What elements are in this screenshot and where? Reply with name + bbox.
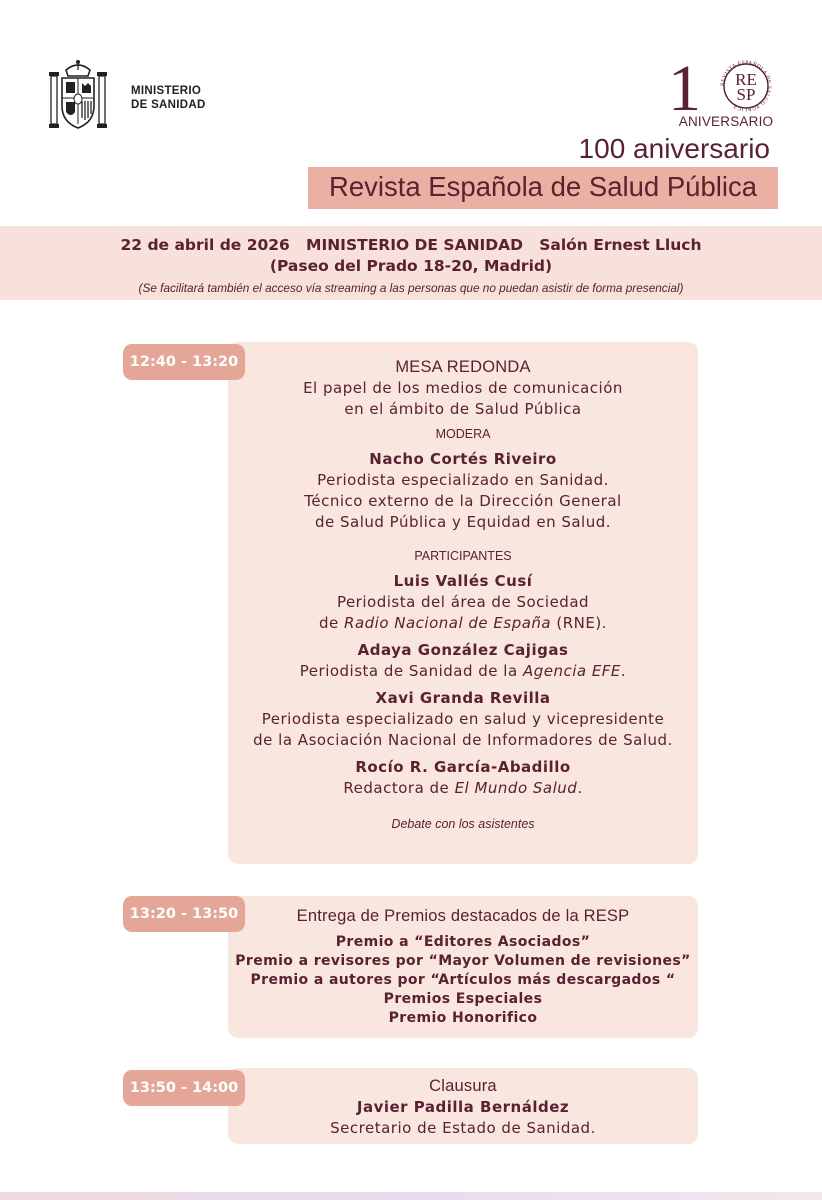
participants-label: PARTICIPANTES [414,549,512,563]
session-time-badge: 13:50 - 14:00 [123,1070,245,1106]
role-text: . [577,779,583,797]
role-text: de [318,614,345,632]
speaker-name: Javier Padilla Bernáldez [356,1098,570,1116]
logo-ring-text: REVISTA ESPAÑOLA DE SALUD PÚBLICA [719,59,773,113]
moderator-role: de Salud Pública y Equidad en Salud. [314,513,612,531]
round-table-content [228,356,698,833]
moderator-role: Técnico externo de la Dirección General [304,492,622,510]
award-item: Premio a “Editores Asociados” [335,934,591,950]
award-item: Premios Especiales [383,991,543,1007]
ministry-name-line-1: MINISTERIO [131,85,202,97]
spain-coat-of-arms-logo [48,58,108,132]
participant-name: Xavi Granda Revilla [375,689,551,707]
organization-name: Radio Nacional de España [344,614,552,632]
session-subtitle: en el ámbito de Salud Pública [344,400,582,418]
participant-role [228,661,698,682]
moderator-role: Periodista especializado en Sanidad. [317,471,609,489]
participant-name: Adaya González Cajigas [357,641,569,659]
closing-content [228,1075,698,1139]
svg-text:1: 1 [668,52,701,125]
role-text: (RNE). [551,614,608,632]
participant-role: de la Asociación Nacional de Informadores de Salud. [253,731,673,749]
role-text: Redactora de [343,779,455,797]
session-heading: Clausura [429,1077,497,1095]
role-text: Periodista de Sanidad de la [299,662,523,680]
session-subtitle: El papel de los medios de comunicación [303,379,623,397]
anniversary-word: ANIVERSARIO [678,114,774,129]
session-time-badge: 13:20 - 13:50 [123,896,245,932]
awards-content [228,905,698,1028]
participant-role [228,613,698,634]
ministry-name-line-2: DE SANIDAD [131,99,206,111]
journal-title: Revista Española de Salud Pública [328,171,758,202]
logo-letters-top: RE [735,70,757,89]
footer-decorative-bar [0,1192,822,1200]
session-time-badge: 12:40 - 13:20 [123,344,245,380]
session-heading: Entrega de Premios destacados de la RESP [296,907,630,925]
speaker-role: Secretario de Estado de Sanidad. [330,1119,596,1137]
ministry-name [131,84,206,112]
event-date-venue: 22 de abril de 2026 MINISTERIO DE SANIDAD Salón Ernest Lluch [120,236,702,254]
organization-name: El Mundo Salud [454,779,578,797]
role-text: . [620,662,627,680]
award-item: Premio Honorifico [388,1010,538,1026]
participant-role: Periodista del área de Sociedad [336,593,590,611]
participant-role: Periodista especializado en salud y vicepresidente [261,710,665,728]
award-item: Premio a autores por “Artículos más descargados “ [250,972,676,988]
participant-name: Luis Vallés Cusí [393,572,533,590]
organization-name: Agencia EFE [522,662,621,680]
participant-role [228,778,698,799]
debate-note: Debate con los asistentes [391,817,535,831]
session-heading: MESA REDONDA [395,358,531,376]
participant-name: Rocío R. García-Abadillo [355,758,571,776]
logo-letters-bottom: SP [736,85,756,104]
award-item: Premio a revisores por “Mayor Volumen de revisiones” [235,953,691,969]
moderator-name: Nacho Cortés Riveiro [369,450,557,468]
event-address: (Paseo del Prado 18-20, Madrid) [269,257,553,275]
streaming-note: (Se facilitará también el acceso vía streaming a las personas que no puedan asistir de forma presencial) [138,281,684,295]
anniversary-title: 100 aniversario [578,133,770,164]
moderator-label: MODERA [435,427,491,441]
